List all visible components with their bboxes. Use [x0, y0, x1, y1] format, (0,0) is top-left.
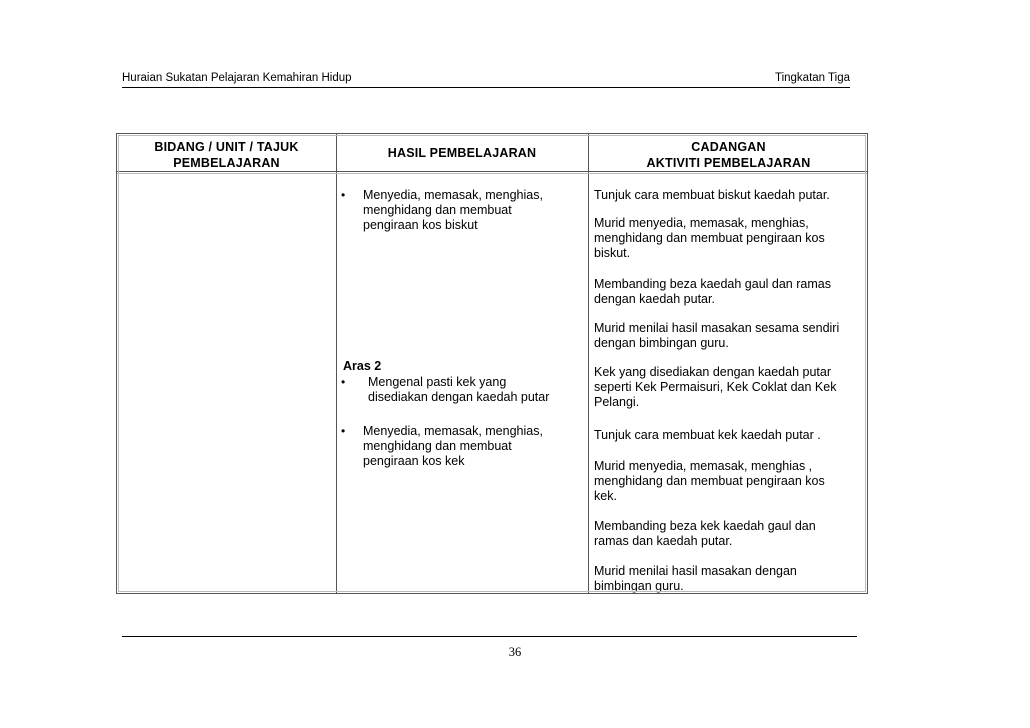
column-divider	[336, 134, 337, 593]
text-line: seperti Kek Permaisuri, Kek Coklat dan Kek	[594, 380, 837, 394]
aktiviti-8	[594, 519, 816, 549]
aktiviti-5	[594, 365, 836, 410]
aktiviti-4	[594, 321, 839, 351]
text-line: ramas dan kaedah putar.	[594, 534, 733, 548]
text-line: Murid menyedia, memasak, menghias,	[594, 216, 809, 230]
header-line: PEMBELAJARAN	[173, 156, 280, 170]
syllabus-table	[116, 133, 868, 594]
text-line: Menyedia, memasak, menghias,	[363, 424, 543, 438]
text-line: menghidang dan membuat pengiraan kos	[594, 474, 825, 488]
text-line: Membanding beza kaedah gaul dan ramas	[594, 277, 831, 291]
text-line: Pelangi.	[594, 395, 640, 409]
running-header	[122, 70, 850, 88]
text-line: Mengenal pasti kek yang	[368, 375, 507, 389]
text-line: dengan kaedah putar.	[594, 292, 715, 306]
aktiviti-1: Tunjuk cara membuat biskut kaedah putar.	[594, 188, 830, 202]
column-header-bidang	[117, 139, 336, 171]
aktiviti-3	[594, 277, 831, 307]
header-line: CADANGAN	[691, 140, 766, 154]
header-line: BIDANG / UNIT / TAJUK	[154, 140, 299, 154]
bullet-icon: •	[341, 188, 346, 202]
aktiviti-6: Tunjuk cara membuat kek kaedah putar .	[594, 428, 821, 442]
text-line: pengiraan kos kek	[363, 454, 465, 468]
text-line: kek.	[594, 489, 617, 503]
text-line: disediakan dengan kaedah putar	[368, 390, 550, 404]
text-line: menghidang dan membuat pengiraan kos	[594, 231, 825, 245]
aktiviti-9	[594, 564, 797, 594]
text-line: Kek yang disediakan dengan kaedah putar	[594, 365, 831, 379]
bullet-icon: •	[341, 375, 346, 389]
column-header-aktiviti	[588, 139, 869, 171]
column-header-hasil: HASIL PEMBELAJARAN	[387, 146, 537, 160]
page-number: 36	[508, 645, 522, 659]
text-line: bimbingan guru.	[594, 579, 684, 593]
header-divider	[117, 171, 867, 172]
aktiviti-2	[594, 216, 825, 261]
bullet-icon: •	[341, 424, 346, 438]
document-title: Huraian Sukatan Pelajaran Kemahiran Hidup	[122, 72, 352, 84]
header-divider-inner	[117, 173, 867, 174]
text-line: Menyedia, memasak, menghias,	[363, 188, 543, 202]
header-line: AKTIVITI PEMBELAJARAN	[646, 156, 811, 170]
column-divider	[588, 134, 589, 593]
text-line: pengiraan kos biskut	[363, 218, 478, 232]
aras-label: Aras 2	[343, 359, 382, 373]
text-line: Membanding beza kek kaedah gaul dan	[594, 519, 816, 533]
footer-divider	[122, 636, 857, 637]
text-line: Murid menilai hasil masakan dengan	[594, 564, 797, 578]
text-line: dengan bimbingan guru.	[594, 336, 729, 350]
text-line: Murid menyedia, memasak, menghias ,	[594, 459, 813, 473]
text-line: Murid menilai hasil masakan sesama sendiri	[594, 321, 840, 335]
form-level: Tingkatan Tiga	[774, 72, 850, 84]
text-line: menghidang dan membuat	[363, 439, 512, 453]
text-line: biskut.	[594, 246, 631, 260]
text-line: menghidang dan membuat	[363, 203, 512, 217]
aktiviti-7	[594, 459, 825, 504]
